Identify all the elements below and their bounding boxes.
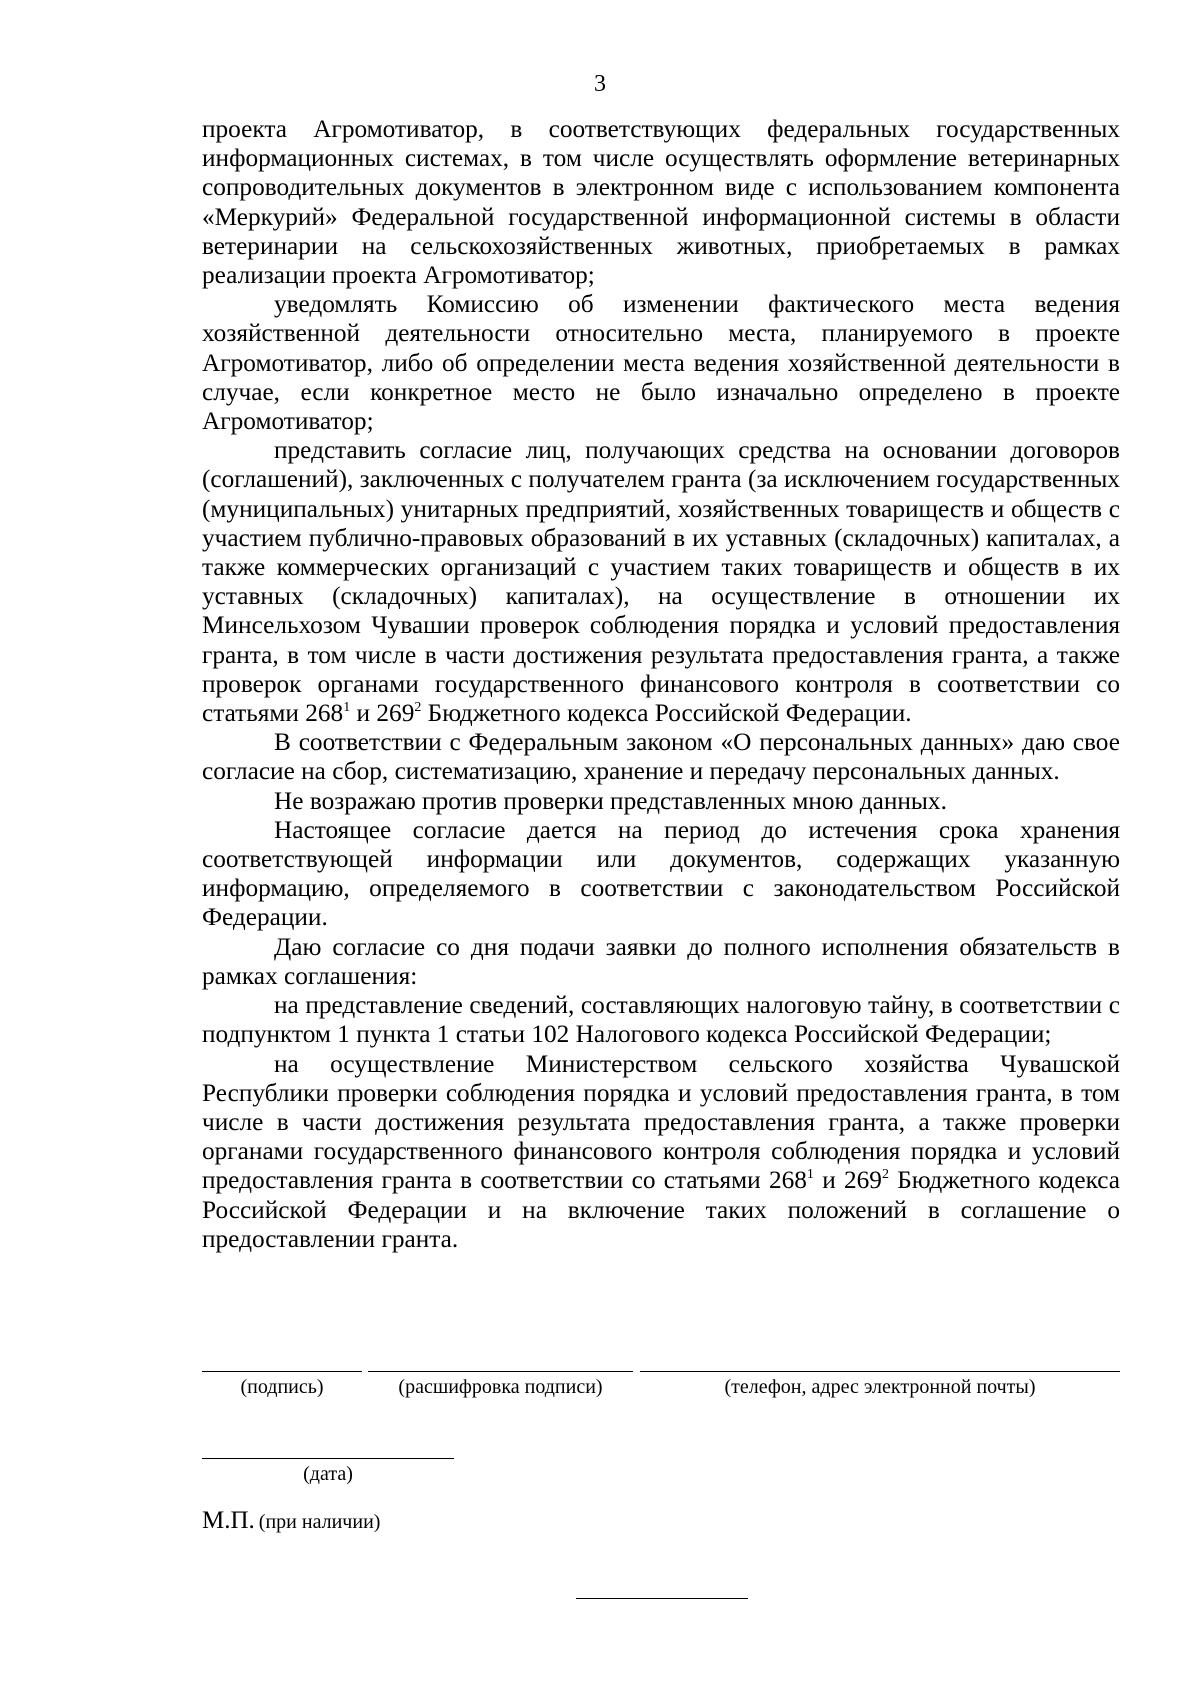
paragraph-notify-commission: уведомлять Комиссию об изменении фактического места ведения хозяйственной деятельности относительно места, планируемого в проекте Агромотиватор, либо об определении места ведения хозяйственной деятельности в случае, если конкретное место не было изначально определено в проекте Агромотиватор; <box>202 290 1120 436</box>
date-caption: (дата) <box>303 1463 353 1485</box>
paragraph-text: и 269 <box>813 1166 882 1195</box>
stamp-note: (при наличии) <box>258 1511 381 1533</box>
stamp-label: М.П. <box>202 1507 255 1534</box>
contact-caption: (телефон, адрес электронной почты) <box>724 1376 1036 1398</box>
signature-caption: (подпись) <box>240 1376 324 1398</box>
paragraph-no-objection: Не возражаю против проверки представленных мною данных. <box>274 786 947 815</box>
paragraph-personal-data-consent: В соответствии с Федеральным законом «О персональных данных» даю свое согласие на сбор, систематизацию, хранение и передачу персональных данных. <box>202 728 1120 786</box>
paragraph-consent-period: Настоящее согласие дается на период до истечения срока хранения соответствующей информации или документов, содержащих указанную информацию, определяемого в соответствии с законодательством Российской Федерации. <box>202 815 1120 932</box>
footnote-superscript: 2 <box>414 700 422 716</box>
decoding-line <box>368 1371 633 1372</box>
paragraph-tax-secret: на представление сведений, составляющих налоговую тайну, в соответствии с подпунктом 1 пункта 1 статьи 102 Налогового кодекса Российской Федерации; <box>202 991 1120 1049</box>
document-end-divider <box>576 1598 748 1599</box>
paragraph-text: представить согласие лиц, получающих средства на основании договоров (соглашений), заключенных с получателем гранта (за исключением государственных (муниципальных) унитарных предприятий, хозяйственных товариществ и обществ с участием публично-правовых образований в их уставных (складочных) капиталах, а также коммерческих организаций с участием таких товариществ и обществ в их уставных (складочных) капиталах), на осуществление в отношении их Минсельхозом Чувашии проверок соблюдения порядка и условий предоставления гранта, в том числе в части достижения результата предоставления гранта, а также проверок органами государственного финансового контроля в соответствии со статьями 268 <box>202 436 1120 728</box>
footnote-superscript: 1 <box>806 1167 814 1183</box>
contact-line <box>640 1371 1120 1372</box>
paragraph-text: на осуществление Министерством сельского хозяйства Чувашской Республики проверки соблюдения порядка и условий предоставления гранта, в том числе в части достижения результата предоставления гранта, а также проверки органами государственного финансового контроля соблюдения порядка и условий предоставления гранта в соответствии со статьями 268 <box>202 1049 1120 1195</box>
document-body <box>202 115 1120 1254</box>
footnote-superscript: 1 <box>343 700 351 716</box>
paragraph-consent-of-persons <box>202 436 1120 728</box>
page-number: 3 <box>594 71 606 97</box>
paragraph-agromotivator-systems: проекта Агромотиватор, в соответствующих федеральных государственных информационных системах, в том числе осуществлять оформление ветеринарных сопроводительных документов в электронном виде с использованием компонента «Меркурий» Федеральной государственной информационной системы в области ветеринарии на сельскохозяйственных животных, приобретаемых в рамках реализации проекта Агромотиватор; <box>202 115 1120 290</box>
paragraph-text: и 269 <box>350 699 415 728</box>
paragraph-ministry-inspection <box>202 1050 1120 1254</box>
paragraph-text: Бюджетного кодекса Российской Федерации. <box>421 699 912 728</box>
paragraph-text: Бюджетного кодекса Российской Федерации и на включение таких положений в соглашение о предоставлении гранта. <box>202 1166 1120 1253</box>
paragraph-consent-from-application: Даю согласие со дня подачи заявки до полного исполнения обязательств в рамках соглашения: <box>202 932 1120 990</box>
stamp-place <box>202 1507 380 1538</box>
decoding-caption: (расшифровка подписи) <box>398 1376 603 1398</box>
date-line <box>202 1458 454 1459</box>
footnote-superscript: 2 <box>881 1167 889 1183</box>
signature-line <box>202 1371 362 1372</box>
